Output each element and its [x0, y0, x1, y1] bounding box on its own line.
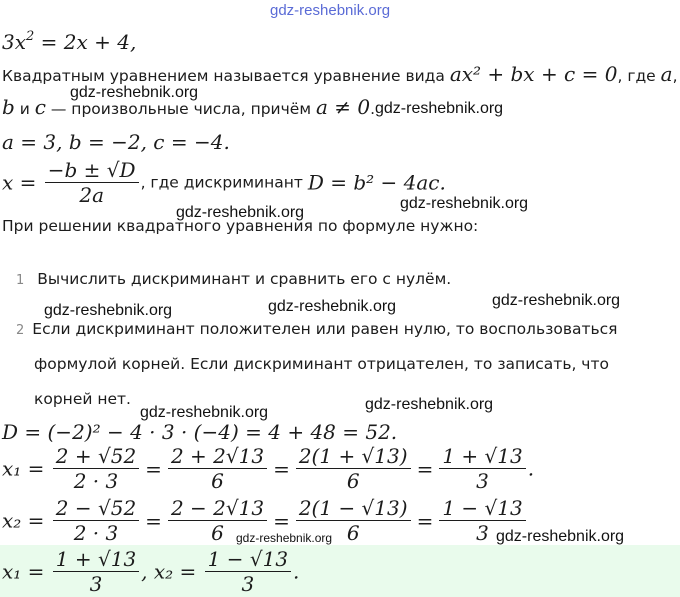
watermark: gdz-reshebnik.org: [176, 204, 305, 221]
numerator: 2(1 − √13): [296, 496, 411, 521]
formula-numerator: −b ± √D: [45, 158, 139, 183]
x2-solution: [2, 496, 528, 546]
numerator: 2 − 2√13: [168, 496, 267, 521]
definition-formula: ax² + bx + c = 0: [449, 62, 618, 86]
equals-sign: =: [145, 456, 162, 481]
condition: a ≠ 0: [315, 95, 371, 119]
definition-text: — произвольные числа, причём: [45, 100, 316, 118]
watermark: gdz-reshebnik.org: [44, 302, 173, 319]
equals-sign: =: [145, 508, 162, 533]
x1-label: x₁ =: [2, 456, 51, 481]
x1-frac-3: [296, 444, 411, 493]
discriminant-formula: D = b² − 4ac.: [307, 170, 446, 195]
given-equation: [2, 30, 136, 54]
denominator: 3: [476, 469, 489, 493]
watermark: gdz-reshebnik.org: [400, 195, 529, 212]
var-c: c: [34, 95, 46, 119]
step-text: формулой корней. Если дискриминант отрицателен, то записать, что: [34, 355, 609, 373]
eq-lhs: 3x: [2, 30, 27, 54]
denominator: 3: [476, 521, 489, 545]
denominator: 6: [211, 469, 224, 493]
equals-sign: =: [416, 508, 434, 533]
formula-fraction: [45, 158, 139, 207]
equals-sign: =: [273, 456, 290, 481]
watermark: gdz-reshebnik.org: [236, 531, 333, 545]
numerator: 2 + 2√13: [168, 444, 267, 469]
watermark: gdz-reshebnik.org: [492, 292, 621, 309]
definition-dot: .: [370, 100, 376, 118]
answer-x1-frac: [53, 547, 139, 596]
x1-end: .: [527, 456, 535, 481]
step-2: [16, 320, 617, 420]
answer-separator: , x₂ =: [141, 559, 203, 584]
denominator: 2 · 3: [73, 469, 119, 493]
answer-x2-frac: [205, 547, 291, 596]
x2-label: x₂ =: [2, 508, 51, 533]
watermark: gdz-reshebnik.org: [496, 528, 625, 545]
x1-frac-2: [168, 444, 267, 493]
step-text: корней нет.: [34, 390, 131, 408]
root-formula: [2, 158, 446, 208]
denominator: 6: [346, 469, 360, 493]
coefficients: a = 3, b = −2, c = −4.: [2, 130, 230, 154]
step-1: [16, 270, 617, 320]
numerator: 1 + √13: [439, 444, 525, 469]
watermark-top: gdz-reshebnik.org: [270, 2, 391, 19]
numerator: 2 + √52: [53, 444, 139, 469]
watermark: gdz-reshebnik.org: [268, 298, 397, 315]
x2-frac-3: [296, 496, 411, 545]
definition-line-2: [2, 95, 375, 119]
definition-text: Квадратным уравнением называется уравнение вида: [2, 67, 450, 85]
step-number: 2: [16, 323, 25, 338]
equals-sign: =: [416, 456, 434, 481]
eq-rhs: = 2x + 4,: [34, 30, 137, 54]
denominator: 3: [89, 572, 103, 596]
numerator: 1 + √13: [53, 547, 139, 572]
step-text: Вычислить дискриминант и сравнить его с нулём.: [37, 270, 452, 288]
numerator: 1 − √13: [205, 547, 291, 572]
instruction: При решении квадратного уравнения по формуле нужно:: [2, 217, 479, 235]
formula-denominator: 2a: [79, 183, 104, 207]
watermark: gdz-reshebnik.org: [375, 100, 504, 117]
formula-text: , где дискриминант: [140, 173, 308, 192]
x2-frac-4: [439, 496, 525, 545]
numerator: 2(1 + √13): [296, 444, 411, 469]
answer: [2, 547, 299, 597]
definition-text: , где: [617, 67, 661, 85]
denominator: 3: [241, 572, 255, 596]
eq-exp: 2: [26, 29, 35, 44]
equals-sign: =: [273, 508, 290, 533]
var-b: b: [2, 95, 15, 119]
watermark: gdz-reshebnik.org: [140, 404, 269, 421]
numerator: 1 − √13: [439, 496, 525, 521]
x1-frac-1: [53, 444, 139, 493]
formula-x: x =: [2, 170, 43, 195]
denominator: 2 · 3: [73, 521, 119, 545]
denominator: 6: [211, 521, 224, 545]
definition-line-1: [2, 62, 678, 86]
numerator: 2 − √52: [53, 496, 139, 521]
watermark: gdz-reshebnik.org: [70, 84, 199, 101]
steps-list: [16, 270, 617, 420]
var-a: a: [660, 62, 673, 86]
step-text: Если дискриминант положителен или равен нулю, то воспользоваться: [32, 320, 618, 338]
denominator: 6: [346, 521, 360, 545]
answer-x1-label: x₁ =: [2, 559, 51, 584]
x1-solution: [2, 444, 534, 494]
answer-end: .: [293, 559, 300, 584]
definition-text: и: [14, 100, 35, 118]
x1-frac-4: [439, 444, 525, 493]
definition-comma: ,: [672, 67, 678, 85]
step-number: 1: [16, 273, 25, 288]
discriminant-calc: D = (−2)² − 4 · 3 · (−4) = 4 + 48 = 52.: [2, 420, 398, 444]
watermark: gdz-reshebnik.org: [365, 396, 494, 413]
x2-frac-1: [53, 496, 139, 545]
x2-frac-2: [168, 496, 267, 545]
